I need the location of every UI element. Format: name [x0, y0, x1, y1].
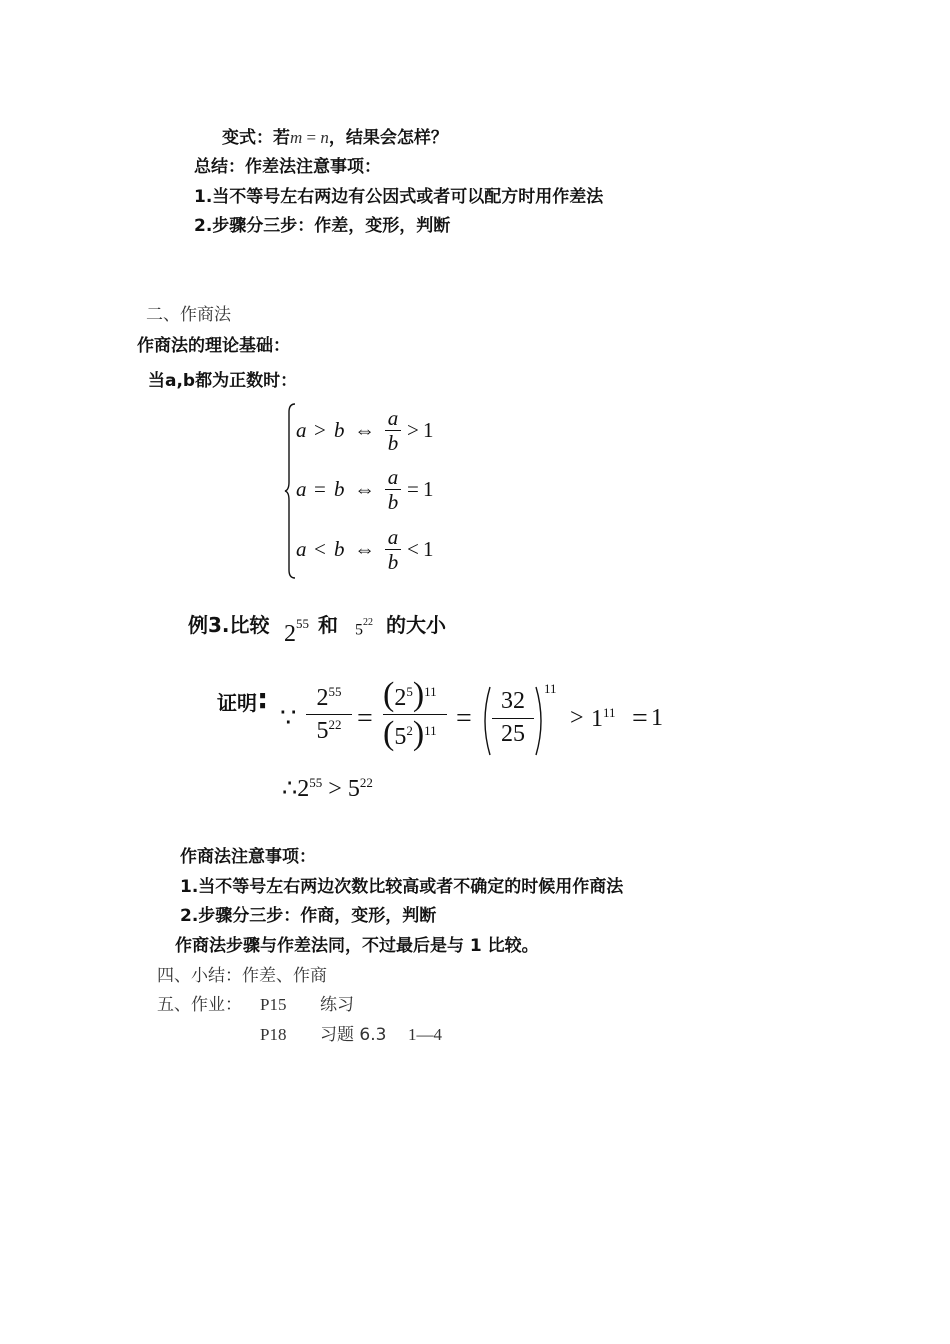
- f2-den-inner-base: 5: [394, 724, 407, 750]
- case-rel: >: [314, 418, 326, 442]
- variant-n: n: [320, 128, 329, 147]
- case-num: a: [387, 406, 399, 430]
- example-power-1: [284, 616, 309, 648]
- example-suffix: 的大小: [386, 613, 446, 637]
- case-iff: ⇔: [354, 418, 375, 442]
- quotient-note-3: 作商法步骤与作差法同，不过最后是与 1 比较。: [175, 936, 539, 956]
- fraction-1: [306, 684, 352, 747]
- case-val: 1: [423, 418, 434, 442]
- case-left: a: [296, 418, 307, 442]
- fraction-1-denominator: [306, 715, 352, 747]
- homework-label: 五、作业：: [157, 995, 242, 1015]
- example-label: 例3.比较: [188, 613, 270, 637]
- conclusion-exp-1: 55: [309, 775, 323, 790]
- variant-eq: =: [302, 128, 321, 147]
- case-den: b: [387, 431, 399, 455]
- one-exp: 11: [603, 705, 616, 720]
- one-base: 1: [591, 706, 603, 732]
- example-exp-1: 55: [296, 616, 309, 631]
- proof-colon: :: [257, 682, 269, 715]
- case-rel2: >: [407, 418, 419, 442]
- equals-2: =: [456, 703, 472, 734]
- diff-note-2: 2.步骤分三步：作差，变形，判断: [194, 216, 451, 236]
- conclusion-exp-2: 22: [359, 775, 373, 790]
- f2-den-inner-exp: 2: [406, 723, 413, 738]
- fraction-3: [492, 688, 534, 751]
- homework-2-task: 习题 6.3: [320, 1025, 387, 1045]
- f2-den-outer-exp: 11: [424, 723, 437, 738]
- case-fraction: [385, 406, 401, 455]
- quotient-notes-title: 作商法注意事项：: [180, 847, 316, 867]
- f1-den-exp: 22: [328, 717, 342, 732]
- case-rel2: =: [407, 477, 419, 501]
- conclusion-gt: >: [328, 776, 342, 802]
- therefore-symbol: ∴: [282, 776, 298, 802]
- example-and: 和: [318, 613, 338, 637]
- homework-1-task: 练习: [320, 995, 354, 1015]
- case-right: b: [334, 477, 345, 501]
- case-rel: =: [314, 477, 326, 501]
- homework-2-range: 1—4: [408, 1025, 442, 1044]
- variant-prefix: 变式：若: [222, 128, 290, 148]
- proof-label: [217, 684, 268, 717]
- summary-title: 总结：作差法注意事项：: [194, 157, 381, 177]
- greater-than-1: >: [570, 705, 584, 731]
- quotient-note-2: 2.步骤分三步：作商，变形，判断: [180, 906, 437, 926]
- fraction-3-exp: 11: [544, 681, 557, 696]
- conclusion: [282, 774, 373, 803]
- proof-label-text: 证明: [217, 691, 257, 715]
- variant-m: m: [290, 128, 303, 147]
- positive-condition: 当a,b都为正数时：: [148, 371, 298, 391]
- one-power: [591, 705, 616, 733]
- example-exp-2: 22: [363, 617, 373, 628]
- f1-num-base: 2: [316, 685, 329, 711]
- example-power-2: [355, 617, 373, 639]
- case-iff: ⇔: [354, 477, 375, 501]
- case-num: a: [387, 525, 399, 549]
- fraction-2: [383, 676, 447, 753]
- f1-num-exp: 55: [328, 684, 342, 699]
- fraction-2-numerator: $(2^5)^{11}$: [383, 676, 437, 713]
- theory-title: 作商法的理论基础：: [137, 336, 290, 356]
- example-base-2: 5: [355, 621, 363, 639]
- case-den: b: [387, 550, 399, 574]
- fraction-1-numerator: [306, 684, 352, 714]
- fraction-3-denominator: 25: [501, 721, 525, 747]
- f2-num-inner-base: 2: [394, 685, 407, 711]
- quotient-note-1: 1.当不等号左右两边次数比较高或者不确定的时候用作商法: [180, 877, 624, 897]
- case-val: 1: [423, 477, 434, 501]
- case-val: 1: [423, 537, 434, 561]
- case-fraction: [385, 525, 401, 574]
- variant-line: [222, 127, 448, 149]
- homework-2-page: P18: [260, 1025, 287, 1044]
- case-left: a: [296, 537, 307, 561]
- case-iff: ⇔: [354, 537, 375, 561]
- f2-num-inner-exp: 5: [406, 684, 413, 699]
- case-rel2: <: [407, 537, 419, 561]
- conclusion-base-2: 5: [347, 776, 360, 802]
- homework-1-page: P15: [260, 995, 287, 1014]
- because-symbol: ∵: [280, 703, 297, 732]
- conclusion-base-1: 2: [297, 776, 310, 802]
- equals-3: =: [632, 703, 648, 734]
- section-heading-quotient: 二、作商法: [146, 305, 231, 325]
- case-right: b: [334, 418, 345, 442]
- case-fraction: [385, 465, 401, 514]
- diff-note-1: 1.当不等号左右两边有公因式或者可以配方时用作差法: [194, 187, 604, 207]
- fraction-3-numerator: 32: [501, 688, 525, 714]
- case-right: b: [334, 537, 345, 561]
- final-one: 1: [651, 705, 663, 731]
- summary-line: 四、小结：作差、作商: [157, 966, 327, 986]
- f1-den-base: 5: [316, 718, 329, 744]
- equals-1: =: [357, 703, 373, 734]
- case-left: a: [296, 477, 307, 501]
- example-base-1: 2: [284, 621, 296, 647]
- left-paren-large: [478, 685, 492, 757]
- variant-suffix: ，结果会怎样？: [328, 128, 448, 148]
- case-den: b: [387, 490, 399, 514]
- f2-num-outer-exp: 11: [424, 684, 437, 699]
- fraction-2-denominator: $(5^2)^{11}$: [383, 715, 437, 752]
- case-rel: <: [314, 537, 326, 561]
- case-num: a: [387, 465, 399, 489]
